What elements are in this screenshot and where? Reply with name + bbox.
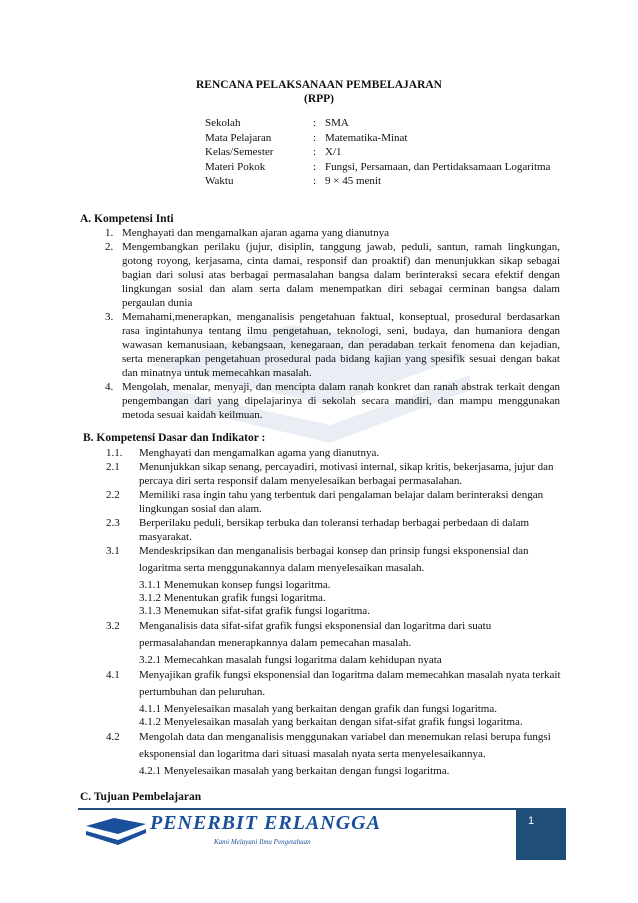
item-number: 1. [105,227,114,239]
item-number: 2.3 [106,517,120,529]
ki-item [105,310,560,380]
info-key: Materi Pokok [205,160,266,173]
indicator: 3.1.1 Menemukan konsep fungsi logaritma. [139,579,331,591]
kd-item [106,729,566,763]
info-value: SMA [325,117,349,129]
indicator: 3.1.3 Menemukan sifat-sifat grafik fungsi logaritma. [139,605,370,617]
item-text: Berperilaku peduli, bersikap terbuka dan toleransi terhadap berbagai perbedaan di dalam masyarakat. [139,517,530,543]
indicator: 3.1.2 Menentukan grafik fungsi logaritma. [139,592,326,604]
doc-subtitle: (RPP) [303,93,334,105]
item-number: 3.2 [106,620,120,632]
info-key: Waktu [205,175,234,187]
item-text: Menganalisis data sifat-sifat grafik fungsi eksponensial dan logaritma dari suatu permasalahandan menerapkannya dalam pemecahan masalah. [139,620,492,649]
item-number: 3. [105,311,114,323]
section-heading-tujuan: C. Tujuan Pembelajaran [80,791,202,803]
info-value: 9 × 45 menit [325,175,382,187]
item-text: Menyajikan grafik fungsi eksponensial dan logaritma dalam memecahkan masalah nyata terkait pertumbuhan dan peluruhan. [139,669,561,698]
item-number: 1.1. [106,447,123,459]
section-heading-ki: A. Kompetensi Inti [80,213,174,225]
info-row [205,131,557,146]
item-number: 4. [105,381,114,393]
item-text: Mengolah data dan menganalisis menggunakan variabel dan menemukan relasi berupa fungsi eksponensial dan logaritma dari situasi masalah nyata serta menyelesaikannya. [139,731,551,760]
info-row [205,174,557,189]
indicator: 3.2.1 Memecahkan masalah fungsi logaritma dalam kehidupan nyata [139,654,442,666]
info-key: Kelas/Semester [205,146,274,158]
item-text: Menghayati dan mengamalkan ajaran agama yang dianutnya [122,227,389,239]
item-text: Menghayati dan mengamalkan agama yang dianutnya. [139,447,380,459]
info-value: Fungsi, Persamaan, dan Pertidaksamaan Logaritma [325,160,551,173]
kd-item [106,667,566,701]
publisher-brand: PENERBIT ERLANGGA [150,812,381,834]
kd-item [106,446,566,460]
footer-divider [78,808,516,810]
item-text: Mengembangkan perilaku (jujur, disiplin, tanggung jawab, peduli, santun, ramah lingkungan, gotong royong, kerjasama, cinta damai, responsif dan proaktif) dan menunjukkan sikap sebagai bagian dari solusi atas berbagai permasalahan bangsa dalam berinteraksi secara efektif dengan lingkungan sosial dan alam serta dalam menempatkan diri sebagai cerminan bangsa dalam pergaulan dunia [122,241,560,309]
info-value: Matematika-Minat [325,131,408,144]
indicator: 4.1.1 Menyelesaikan masalah yang berkaitan dengan grafik dan fungsi logaritma. [139,703,497,715]
ki-item [105,240,560,310]
info-sep: : [313,175,317,187]
item-number: 2.2 [106,489,120,501]
ki-item [105,226,560,240]
item-number: 2. [105,241,114,253]
kd-item [106,488,566,516]
info-value: X/1 [325,146,342,158]
info-sep: : [313,131,317,144]
page-number: 1 [528,815,535,827]
kd-item [106,460,566,488]
item-number: 4.1 [106,669,120,681]
item-number: 2.1 [106,461,120,473]
info-sep: : [313,160,317,173]
info-sep: : [313,117,317,129]
indicator: 4.2.1 Menyelesaikan masalah yang berkaitan dengan fungsi logaritma. [139,765,450,777]
info-key: Sekolah [205,117,241,129]
info-key: Mata Pelajaran [205,131,272,144]
kd-item [106,618,566,652]
section-heading-kd: B. Kompetensi Dasar dan Indikator : [83,432,266,444]
item-text: Mendeskripsikan dan menganalisis berbagai konsep dan prinsip fungsi eksponensial dan logaritma serta menggunakannya dalam menyelesaikan masalah. [139,545,529,574]
info-row [205,160,557,175]
doc-title: RENCANA PELAKSANAAN PEMBELAJARAN [196,79,442,91]
info-sep: : [313,146,317,158]
item-text: Mengolah, menalar, menyaji, dan mencipta dalam ranah konkret dan ranah abstrak terkait dengan pengembangan dari yang dipelajarinya di sekolah secara mandiri, dan mampu menggunakan metoda sesuai kaidah keilmuan. [122,381,560,421]
item-text: Memiliki rasa ingin tahu yang terbentuk dari pengalaman belajar dalam berinteraksi dengan lingkungan sosial dan alam. [139,489,544,515]
indicator: 4.1.2 Menyelesaikan masalah yang berkaitan dengan sifat-sifat grafik fungsi logaritma. [139,716,523,728]
item-text: Memahami,menerapkan, menganalisis pengetahuan faktual, konseptual, prosedural berdasarkan rasa ingintahunya tentang ilmu pengetahuan, teknologi, seni, budaya, dan humaniora dengan wawasan kemanusiaan, kebangsaan, kenegaraan, dan peradaban terkait fenomena dan kejadian, serta menerapkan pengetahuan prosedural pada bidang kajian yang spesifik sesuai dengan bakat dan minatnya untuk memecahkan masalah. [122,311,560,379]
ki-item [105,380,560,422]
page-number-box [516,808,566,860]
item-number: 4.2 [106,731,120,743]
item-text: Menunjukkan sikap senang, percayadiri, motivasi internal, sikap kritis, bekerjasama, jujur dan percaya diri serta responsif dalam menyelesaikan berbagai permasalahan. [139,461,554,487]
publisher-tagline: Kami Melayani Ilmu Pengetahuan [214,838,311,846]
item-number: 3.1 [106,545,120,557]
kd-item [106,516,566,544]
kd-item [106,543,566,577]
info-row [205,145,557,160]
info-row [205,116,557,131]
identity-table [205,116,557,189]
